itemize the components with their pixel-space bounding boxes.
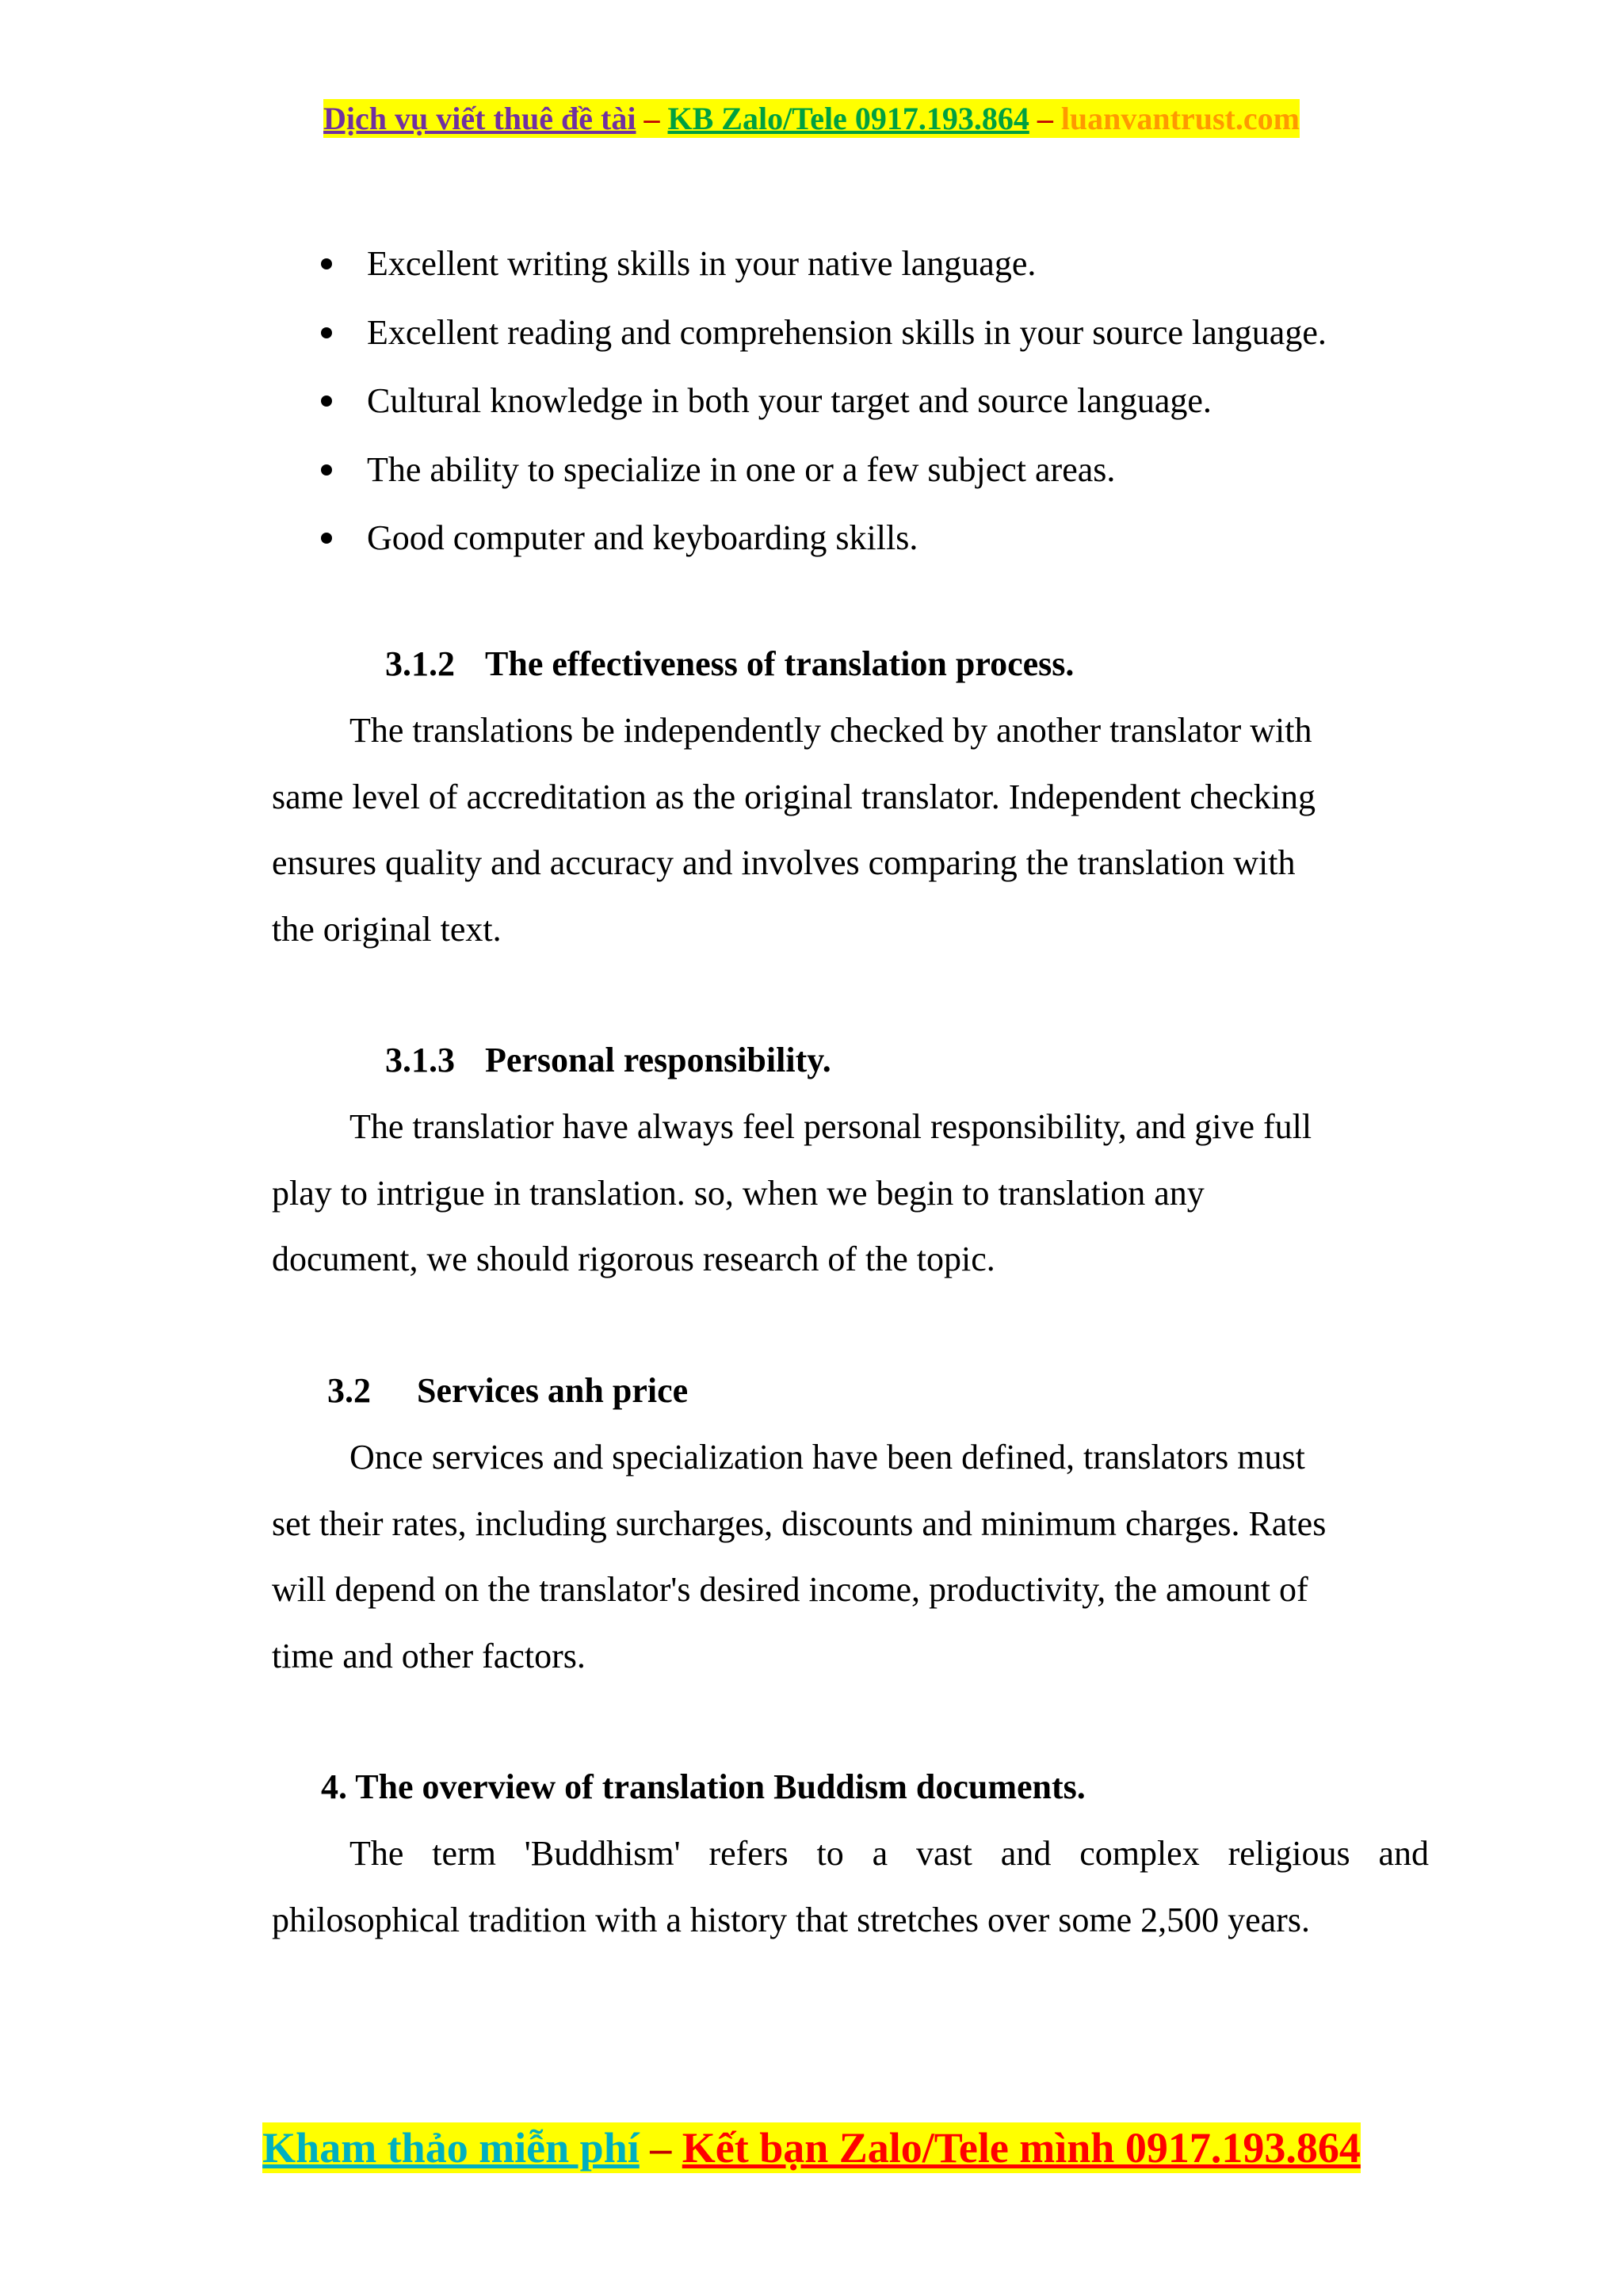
paragraph-line: ensures quality and accuracy and involves comparing the translation with [272, 843, 1296, 882]
section-number: 3.1.3 [385, 1041, 455, 1079]
section-title: The effectiveness of translation process. [485, 644, 1075, 683]
list-item [321, 230, 1327, 299]
section-paragraph-3-2 [272, 1424, 1429, 1689]
section-heading-3-2 [327, 1367, 688, 1415]
bullet-icon [321, 327, 332, 338]
section-paragraph-4 [272, 1820, 1429, 1953]
header-service-link[interactable]: Dịch vụ viết thuê đề tài [323, 101, 636, 136]
section-paragraph-3-1-2 [272, 697, 1429, 962]
bullet-text: Excellent reading and comprehension skills in your source language. [367, 312, 1327, 352]
paragraph-line: Once services and specialization have been defined, translators must [349, 1438, 1305, 1477]
bullet-text: Excellent writing skills in your native language. [367, 244, 1037, 283]
bullet-icon [321, 464, 332, 476]
section-heading-3-1-3 [385, 1037, 831, 1084]
section-title: 4. The overview of translation Buddism documents. [321, 1767, 1086, 1806]
bullet-icon [321, 533, 332, 544]
header-highlight [323, 99, 1300, 138]
section-title: Services anh price [417, 1371, 689, 1410]
list-item [321, 504, 1327, 573]
paragraph-line: the original text. [272, 909, 502, 949]
header-contact-link[interactable]: KB Zalo/Tele 0917.193.864 [667, 101, 1029, 136]
paragraph-line: play to intrigue in translation. so, when we begin to translation any [272, 1173, 1205, 1213]
paragraph-line: same level of accreditation as the original translator. Independent checking [272, 777, 1316, 816]
footer-contact-link[interactable]: Kết bạn Zalo/Tele mình 0917.193.864 [682, 2124, 1361, 2172]
section-heading-4 [321, 1763, 1086, 1811]
bullet-text: Cultural knowledge in both your target and source language. [367, 381, 1212, 420]
section-heading-3-1-2 [385, 640, 1074, 688]
list-item [321, 436, 1327, 505]
header-separator: – [1029, 101, 1061, 136]
section-number: 3.2 [327, 1371, 371, 1410]
bullet-text: The ability to specialize in one or a few subject areas. [367, 449, 1116, 489]
paragraph-line: The translatior have always feel personal responsibility, and give full [349, 1107, 1312, 1146]
paragraph-line: will depend on the translator's desired income, productivity, the amount of [272, 1570, 1308, 1609]
paragraph-line: The term 'Buddhism' refers to a vast and complex religious and [349, 1834, 1429, 1873]
section-number: 3.1.2 [385, 644, 455, 683]
footer-free-reference-link[interactable]: Kham thảo miễn phí [262, 2124, 640, 2172]
list-item [321, 367, 1327, 436]
skills-bullet-list [321, 230, 1327, 573]
list-item [321, 299, 1327, 368]
section-paragraph-3-1-3 [272, 1094, 1429, 1293]
paragraph-line: philosophical tradition with a history that stretches over some 2,500 years. [272, 1900, 1310, 1939]
paragraph-line: The translations be independently checked by another translator with [349, 711, 1312, 750]
footer-banner [0, 2120, 1623, 2176]
section-title: Personal responsibility. [485, 1041, 831, 1079]
paragraph-line: set their rates, including surcharges, discounts and minimum charges. Rates [272, 1503, 1327, 1543]
bullet-icon [321, 395, 332, 407]
paragraph-line: document, we should rigorous research of the topic. [272, 1240, 995, 1278]
header-website: luanvantrust.com [1060, 101, 1300, 136]
header-separator: – [636, 101, 668, 136]
bullet-text: Good computer and keyboarding skills. [367, 518, 918, 557]
footer-highlight [262, 2122, 1361, 2173]
paragraph-line: time and other factors. [272, 1636, 586, 1675]
bullet-icon [321, 258, 332, 269]
footer-separator: – [639, 2124, 682, 2172]
header-banner [0, 95, 1623, 143]
